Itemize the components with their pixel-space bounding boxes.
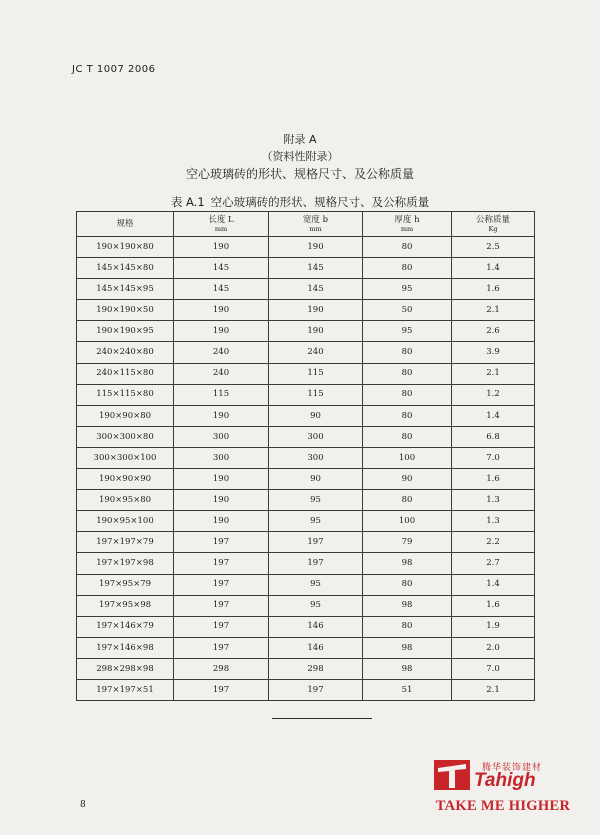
logo-slogan: TAKE ME HIGHER [435, 798, 571, 814]
cell-spec: 190×95×80 [77, 490, 174, 511]
cell-thickness: 80 [363, 405, 452, 426]
cell-thickness: 80 [363, 574, 452, 595]
cell-thickness: 98 [363, 637, 452, 658]
cell-width: 95 [269, 490, 363, 511]
table-caption-number: 表 A.1 [170, 195, 205, 209]
cell-length: 240 [174, 342, 269, 363]
table-row [77, 363, 535, 384]
cell-length: 240 [174, 363, 269, 384]
cell-spec: 190×190×50 [77, 300, 174, 321]
cell-length: 197 [174, 616, 269, 637]
column-label: 宽度 b [302, 214, 329, 225]
cell-length: 190 [174, 321, 269, 342]
table-row [77, 300, 535, 321]
cell-weight: 1.4 [452, 574, 535, 595]
cell-weight: 1.6 [452, 595, 535, 616]
cell-weight: 2.2 [452, 532, 535, 553]
cell-width: 190 [269, 321, 363, 342]
table-row [77, 595, 535, 616]
cell-length: 197 [174, 532, 269, 553]
cell-weight: 2.6 [452, 321, 535, 342]
cell-width: 197 [269, 679, 363, 700]
cell-thickness: 50 [363, 300, 452, 321]
cell-thickness: 95 [363, 321, 452, 342]
cell-spec: 240×240×80 [77, 342, 174, 363]
column-unit: mm [309, 225, 322, 233]
table-row [77, 532, 535, 553]
cell-spec: 300×300×80 [77, 426, 174, 447]
cell-length: 197 [174, 574, 269, 595]
table-row [77, 469, 535, 490]
cell-length: 298 [174, 658, 269, 679]
cell-width: 90 [269, 405, 363, 426]
cell-length: 190 [174, 490, 269, 511]
cell-thickness: 51 [363, 679, 452, 700]
table-row [77, 679, 535, 700]
standard-code: JC T 1007 2006 [72, 64, 156, 75]
logo-mark-icon [434, 760, 470, 790]
table-row [77, 342, 535, 363]
cell-thickness: 98 [363, 595, 452, 616]
table-row [77, 321, 535, 342]
cell-thickness: 90 [363, 469, 452, 490]
cell-width: 95 [269, 511, 363, 532]
footer-rule [272, 718, 372, 719]
cell-width: 197 [269, 553, 363, 574]
cell-spec: 197×197×51 [77, 679, 174, 700]
cell-thickness: 80 [363, 237, 452, 258]
cell-length: 197 [174, 553, 269, 574]
table-row [77, 511, 535, 532]
cell-length: 197 [174, 679, 269, 700]
cell-spec: 197×197×79 [77, 532, 174, 553]
column-unit: Kg [488, 225, 498, 233]
cell-thickness: 98 [363, 658, 452, 679]
cell-spec: 190×95×100 [77, 511, 174, 532]
column-label: 长度 L [208, 214, 234, 225]
cell-spec: 145×145×95 [77, 279, 174, 300]
cell-weight: 1.6 [452, 469, 535, 490]
cell-weight: 1.4 [452, 258, 535, 279]
cell-thickness: 80 [363, 258, 452, 279]
column-header-weight [452, 212, 535, 237]
cell-spec: 190×90×90 [77, 469, 174, 490]
cell-spec: 197×146×98 [77, 637, 174, 658]
cell-width: 145 [269, 258, 363, 279]
cell-length: 145 [174, 279, 269, 300]
cell-weight: 1.4 [452, 405, 535, 426]
cell-thickness: 80 [363, 616, 452, 637]
cell-width: 90 [269, 469, 363, 490]
cell-length: 190 [174, 405, 269, 426]
logo-brand-name: Tahigh [474, 770, 536, 791]
brand-logo [432, 758, 574, 818]
cell-weight: 6.8 [452, 426, 535, 447]
cell-width: 298 [269, 658, 363, 679]
cell-spec: 240×115×80 [77, 363, 174, 384]
cell-width: 95 [269, 595, 363, 616]
specification-table [76, 211, 535, 701]
cell-length: 300 [174, 426, 269, 447]
cell-length: 190 [174, 469, 269, 490]
appendix-heading: 空心玻璃砖的形状、规格尺寸、及公称质量 [185, 167, 414, 181]
logo-chinese-name: 腾华装饰建材 [482, 763, 543, 773]
appendix-note: （资料性附录） [261, 150, 339, 163]
cell-thickness: 80 [363, 342, 452, 363]
column-label: 公称质量 [475, 214, 510, 225]
table-caption [0, 194, 600, 210]
table-row [77, 279, 535, 300]
cell-thickness: 95 [363, 279, 452, 300]
cell-width: 115 [269, 363, 363, 384]
cell-weight: 3.9 [452, 342, 535, 363]
cell-spec: 197×95×79 [77, 574, 174, 595]
cell-weight: 1.3 [452, 490, 535, 511]
cell-spec: 190×190×80 [77, 237, 174, 258]
cell-spec: 190×90×80 [77, 405, 174, 426]
cell-length: 190 [174, 237, 269, 258]
cell-length: 145 [174, 258, 269, 279]
table-caption-text: 空心玻璃砖的形状、规格尺寸、及公称质量 [210, 195, 430, 209]
column-unit: mm [400, 225, 414, 233]
cell-weight: 7.0 [452, 447, 535, 468]
table-row [77, 574, 535, 595]
cell-width: 146 [269, 637, 363, 658]
cell-thickness: 79 [363, 532, 452, 553]
cell-spec: 190×190×95 [77, 321, 174, 342]
cell-width: 190 [269, 237, 363, 258]
cell-length: 197 [174, 637, 269, 658]
table-row [77, 490, 535, 511]
table-row [77, 405, 535, 426]
cell-thickness: 80 [363, 363, 452, 384]
cell-length: 190 [174, 300, 269, 321]
table-row [77, 384, 535, 405]
cell-weight: 2.7 [452, 553, 535, 574]
table-row [77, 658, 535, 679]
cell-width: 240 [269, 342, 363, 363]
cell-weight: 2.0 [452, 637, 535, 658]
cell-weight: 2.5 [452, 237, 535, 258]
cell-width: 190 [269, 300, 363, 321]
cell-width: 146 [269, 616, 363, 637]
table-row [77, 637, 535, 658]
column-header-length [174, 212, 269, 237]
table-row [77, 237, 535, 258]
cell-weight: 1.9 [452, 616, 535, 637]
page-number: 8 [80, 800, 86, 810]
cell-width: 300 [269, 447, 363, 468]
table-row [77, 553, 535, 574]
cell-length: 300 [174, 447, 269, 468]
cell-length: 197 [174, 595, 269, 616]
cell-width: 115 [269, 384, 363, 405]
column-label: 规格 [116, 218, 134, 229]
cell-spec: 300×300×100 [77, 447, 174, 468]
cell-thickness: 100 [363, 511, 452, 532]
cell-weight: 2.1 [452, 363, 535, 384]
column-label: 厚度 h [394, 214, 420, 225]
table-header-row [77, 212, 535, 237]
cell-weight: 1.6 [452, 279, 535, 300]
cell-weight: 1.3 [452, 511, 535, 532]
cell-length: 190 [174, 511, 269, 532]
cell-thickness: 100 [363, 447, 452, 468]
cell-width: 95 [269, 574, 363, 595]
cell-thickness: 80 [363, 426, 452, 447]
column-header-thickness [363, 212, 452, 237]
column-header-width [269, 212, 363, 237]
cell-length: 115 [174, 384, 269, 405]
cell-weight: 1.2 [452, 384, 535, 405]
cell-thickness: 80 [363, 384, 452, 405]
cell-spec: 197×197×98 [77, 553, 174, 574]
column-unit: mm [214, 225, 228, 233]
table-row [77, 447, 535, 468]
cell-width: 300 [269, 426, 363, 447]
table-row [77, 616, 535, 637]
cell-spec: 115×115×80 [77, 384, 174, 405]
cell-spec: 197×146×79 [77, 616, 174, 637]
table-body [77, 237, 535, 701]
appendix-title: 附录 A [283, 133, 317, 146]
cell-spec: 197×95×98 [77, 595, 174, 616]
table-row [77, 426, 535, 447]
cell-weight: 7.0 [452, 658, 535, 679]
cell-thickness: 80 [363, 490, 452, 511]
cell-thickness: 98 [363, 553, 452, 574]
cell-weight: 2.1 [452, 300, 535, 321]
cell-spec: 145×145×80 [77, 258, 174, 279]
cell-weight: 2.1 [452, 679, 535, 700]
cell-width: 197 [269, 532, 363, 553]
table-row [77, 258, 535, 279]
column-header-spec [77, 212, 174, 237]
cell-width: 145 [269, 279, 363, 300]
cell-spec: 298×298×98 [77, 658, 174, 679]
